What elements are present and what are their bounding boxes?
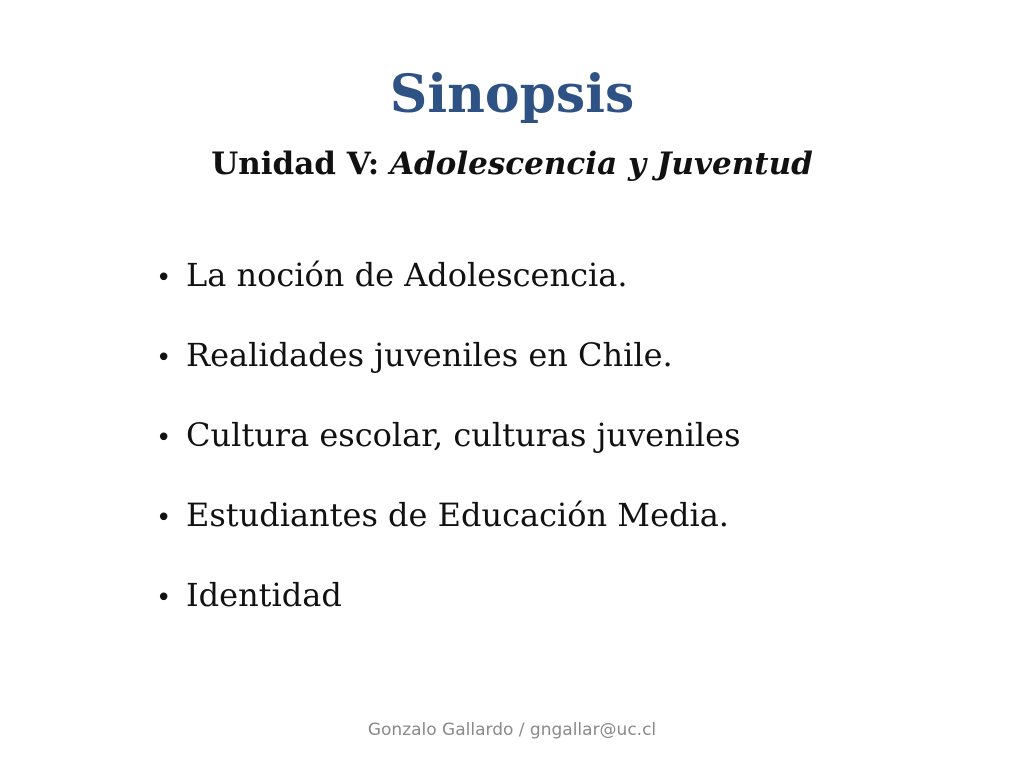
- list-item-text: Identidad: [186, 576, 342, 614]
- list-item: [156, 576, 976, 656]
- slide-footer: Gonzalo Gallardo / gngallar@uc.cl: [367, 720, 657, 740]
- list-item: [156, 336, 976, 416]
- bullet-icon: •: [156, 503, 172, 533]
- subtitle-emphasis: Adolescencia y Juventud: [389, 146, 813, 182]
- bullet-icon: •: [156, 263, 172, 293]
- slide-title: Sinopsis: [389, 64, 635, 125]
- list-item: [156, 256, 976, 336]
- subtitle-prefix: Unidad V:: [211, 146, 390, 182]
- list-item-text: Cultura escolar, culturas juveniles: [186, 416, 741, 454]
- bullet-icon: •: [156, 423, 172, 453]
- list-item-text: Estudiantes de Educación Media.: [186, 496, 729, 534]
- list-item-text: La noción de Adolescencia.: [186, 256, 628, 294]
- bullet-list: [156, 256, 976, 656]
- slide-subtitle: [0, 144, 1024, 184]
- list-item-text: Realidades juveniles en Chile.: [186, 336, 673, 374]
- bullet-icon: •: [156, 583, 172, 613]
- bullet-icon: •: [156, 343, 172, 373]
- list-item: [156, 416, 976, 496]
- list-item: [156, 496, 976, 576]
